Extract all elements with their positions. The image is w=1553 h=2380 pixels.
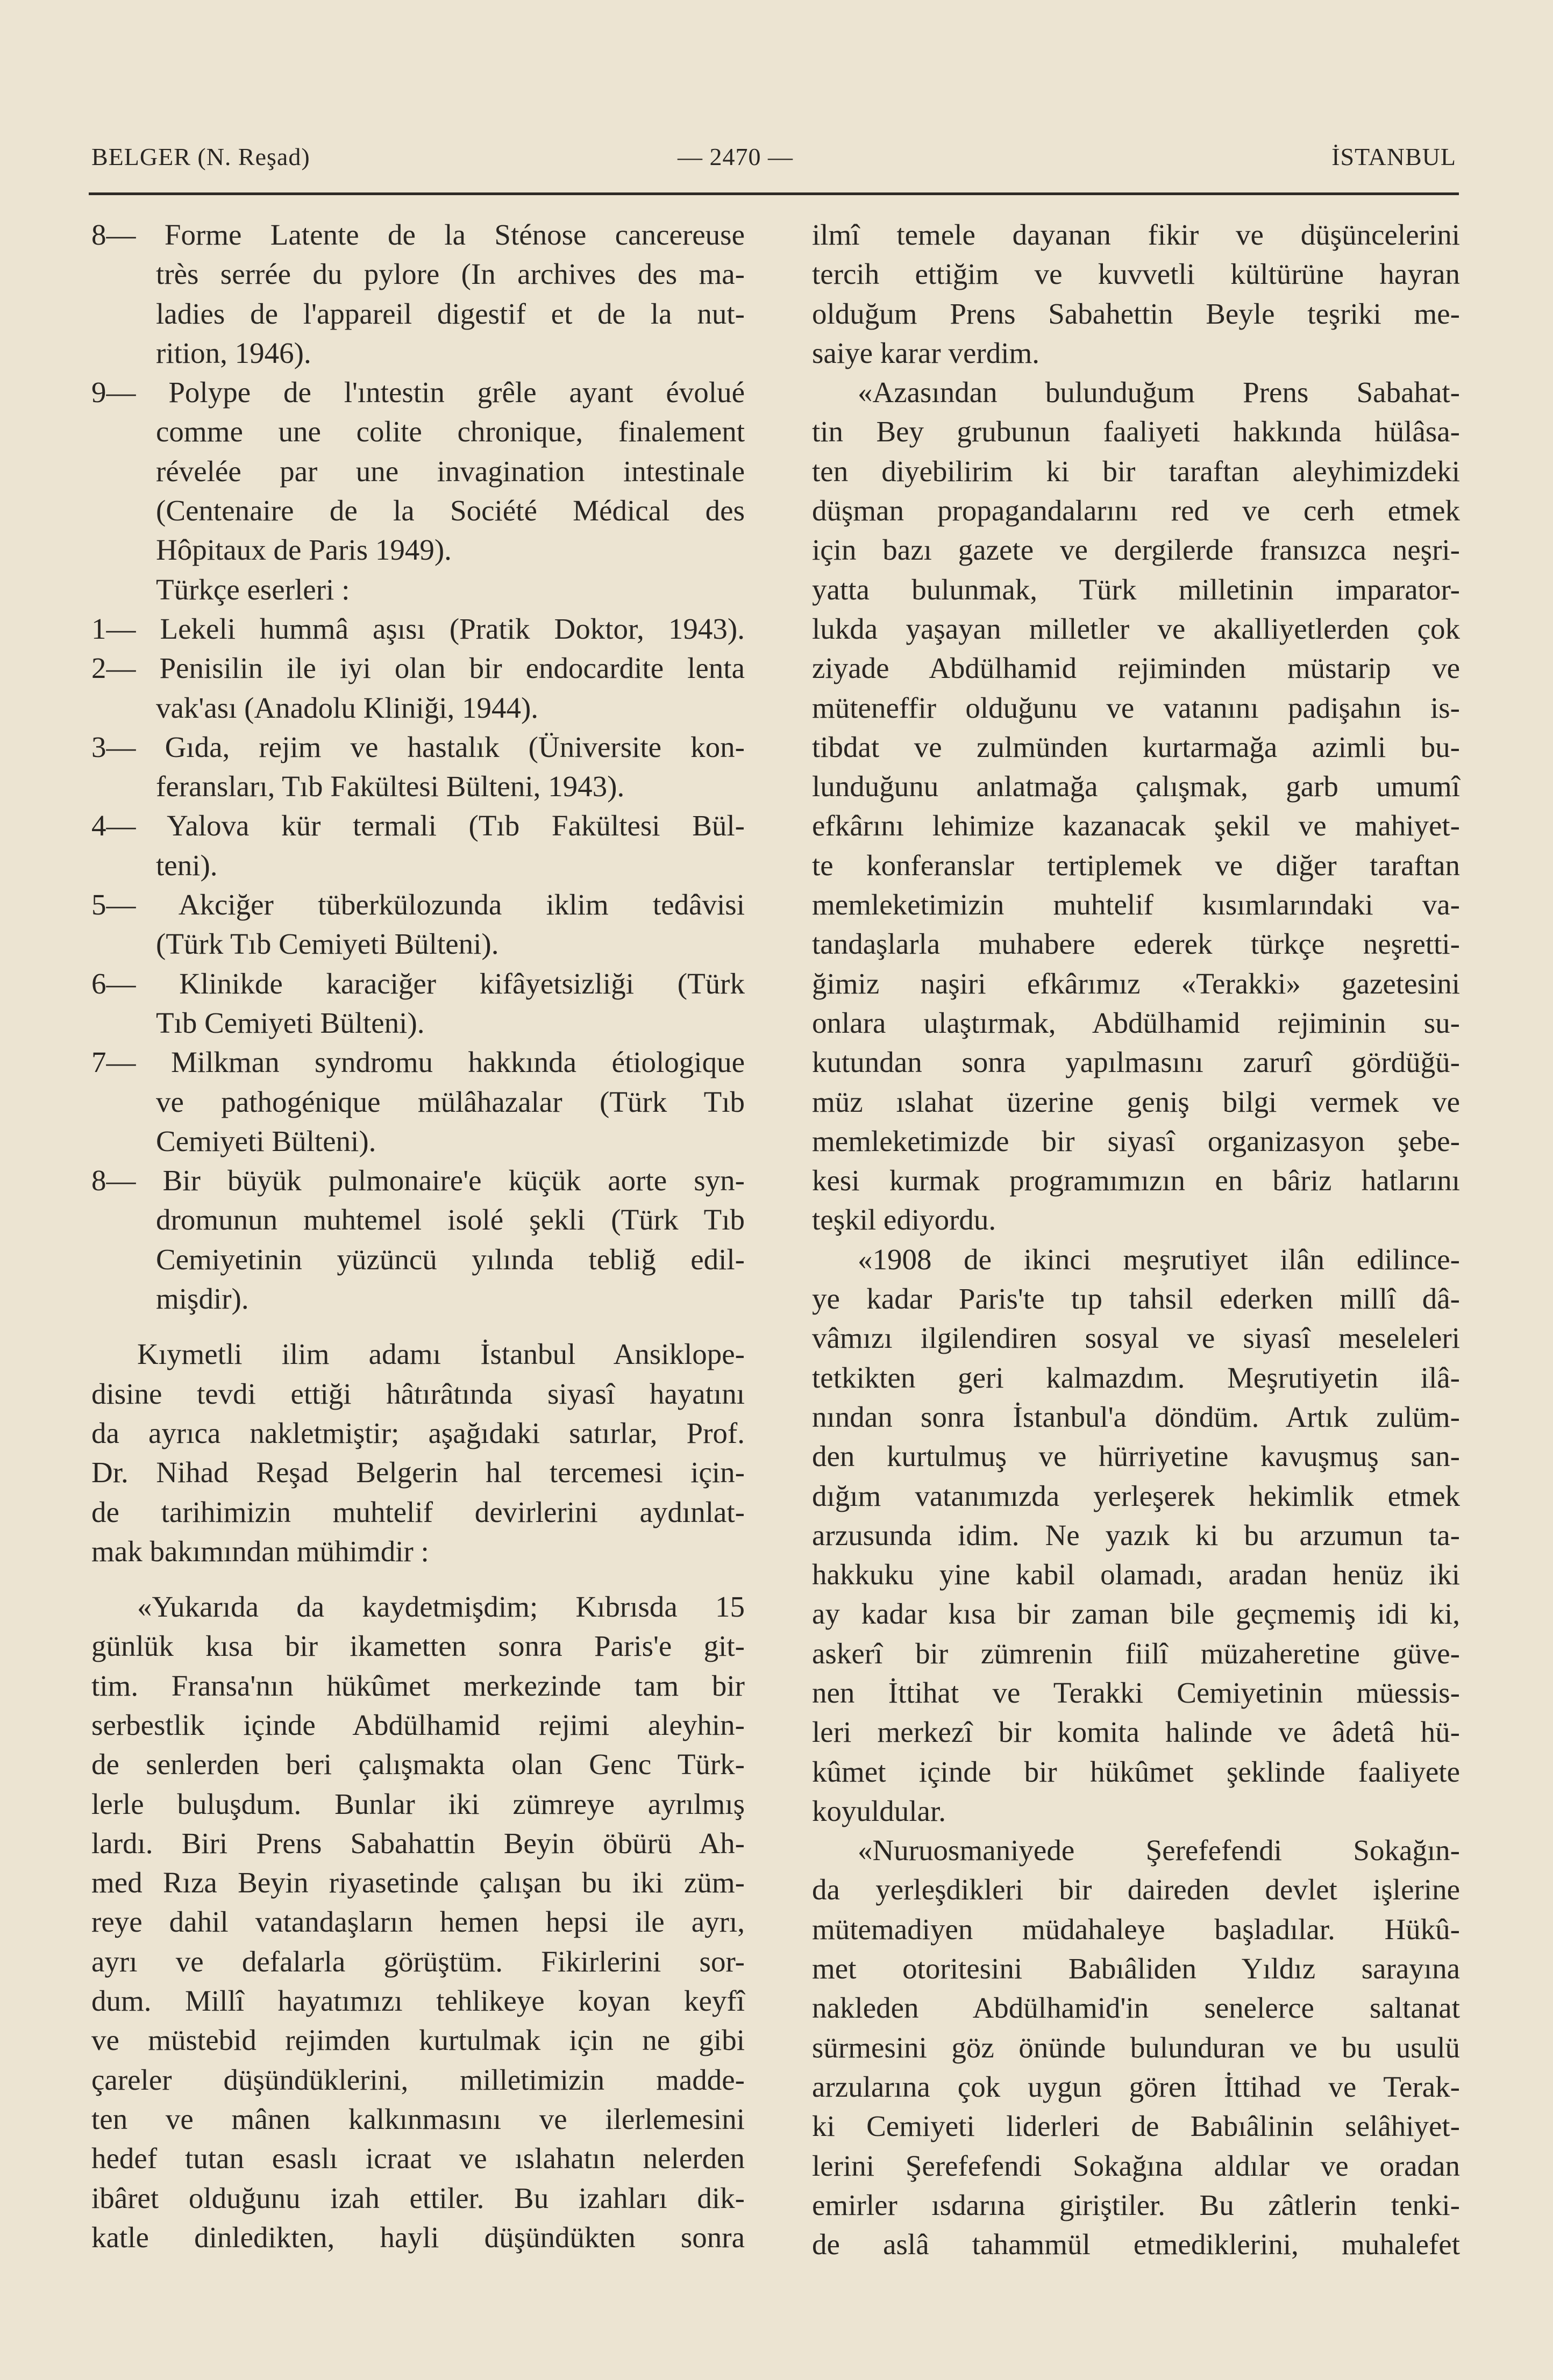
text-line: ye kadar Paris'te tıp tahsil ederken millî dâ- bbox=[812, 1282, 1460, 1316]
text-line: met otoritesini Babıâliden Yıldız sarayına bbox=[812, 1952, 1460, 1985]
text-line: de senlerden beri çalışmakta olan Genc Türk- bbox=[91, 1748, 745, 1781]
text-line: tin Bey grubunun faaliyeti hakkında hülâsa- bbox=[812, 415, 1460, 448]
text-line: Cemiyeti Bülteni). bbox=[156, 1124, 376, 1157]
text-line: ki Cemiyeti liderleri de Babıâlinin selâhiyet- bbox=[812, 2110, 1460, 2143]
text-line: lerini Şerefefendi Sokağına aldılar ve oradan bbox=[812, 2149, 1460, 2182]
text-line: ziyade Abdülhamid rejiminden müstarip ve bbox=[812, 652, 1460, 685]
text-line: ğimiz naşiri efkârımız «Terakki» gazetesini bbox=[812, 967, 1460, 1000]
text-line: kûmet içinde bir hükûmet şeklinde faaliyete bbox=[812, 1755, 1460, 1788]
text-line: çareler düşündüklerini, milletimizin madde- bbox=[91, 2063, 745, 2096]
text-line: «Azasından bulunduğum Prens Sabahat- bbox=[858, 376, 1460, 409]
text-line: dromunun muhtemel isolé şekli (Türk Tıb bbox=[156, 1203, 745, 1237]
text-line: günlük kısa bir ikametten sonra Paris'e git- bbox=[91, 1629, 745, 1663]
text-line: lukda yaşayan milletler ve akalliyetlerden çok bbox=[812, 612, 1460, 645]
text-line: için bazı gazete ve dergilerde fransızca neşri- bbox=[812, 533, 1460, 567]
text-line: nen İttihat ve Terakki Cemiyetinin müessis- bbox=[812, 1676, 1460, 1709]
text-line: de tarihimizin muhtelif devirlerini aydınlat- bbox=[91, 1495, 745, 1528]
text-line: müteneffir olduğunu ve vatanını padişahın is- bbox=[812, 691, 1460, 724]
header-rule bbox=[89, 192, 1459, 195]
text-line: arzularına çok uygun gören İttihad ve Terak- bbox=[812, 2070, 1460, 2103]
text-line: Kıymetli ilim adamı İstanbul Ansiklope- bbox=[137, 1338, 745, 1371]
text-line: den kurtulmuş ve hürriyetine kavuşmuş san- bbox=[812, 1440, 1460, 1473]
page-number: — 2470 — bbox=[678, 143, 793, 170]
text-line: dığım vatanımızda yerleşerek hekimlik etmek bbox=[812, 1479, 1460, 1512]
text-line: Dr. Nihad Reşad Belgerin hal tercemesi için- bbox=[91, 1456, 745, 1489]
text-line: tercih ettiğim ve kuvvetli kültürüne hayran bbox=[812, 258, 1460, 291]
text-line: koyuldular. bbox=[812, 1794, 946, 1827]
text-line: Türkçe eserleri : bbox=[156, 573, 350, 606]
text-line: ladies de l'appareil digestif et de la nut- bbox=[156, 297, 745, 330]
text-line: comme une colite chronique, finalement bbox=[156, 415, 745, 448]
text-line: leri merkezî bir komita halinde ve âdetâ hü- bbox=[812, 1716, 1460, 1749]
text-line: serbestlik içinde Abdülhamid rejimi aleyhin- bbox=[91, 1708, 745, 1741]
text-line: ten ve mânen kalkınmasını ve ilerlemesini bbox=[91, 2102, 745, 2135]
text-line: onlara ulaştırmak, Abdülhamid rejiminin su- bbox=[812, 1006, 1460, 1039]
text-line: 4— Yalova kür termali (Tıb Fakültesi Bül- bbox=[91, 809, 745, 842]
text-line: très serrée du pylore (In archives des ma- bbox=[156, 258, 745, 291]
text-line: 5— Akciğer tüberkülozunda iklim tedâvisi bbox=[91, 888, 745, 921]
text-line: vak'ası (Anadolu Kliniği, 1944). bbox=[156, 691, 539, 724]
text-line: nından sonra İstanbul'a döndüm. Artık zulüm- bbox=[812, 1400, 1460, 1433]
text-line: Hôpitaux de Paris 1949). bbox=[156, 533, 452, 567]
text-line: ten diyebilirim ki bir taraftan aleyhimizdeki bbox=[812, 454, 1460, 488]
text-line: düşman propagandalarını red ve cerh etmek bbox=[812, 494, 1460, 527]
text-line: 8— Bir büyük pulmonaire'e küçük aorte syn- bbox=[91, 1164, 745, 1197]
text-line bbox=[91, 1318, 745, 1334]
text-line: 2— Penisilin ile iyi olan bir endocardite lenta bbox=[91, 652, 745, 685]
text-line: 1— Lekeli hummâ aşısı (Pratik Doktor, 1943). bbox=[91, 612, 745, 645]
text-line: ve müstebid rejimden kurtulmak için ne gibi bbox=[91, 2024, 745, 2057]
text-line: memleketimizde bir siyasî organizasyon şebe- bbox=[812, 1124, 1460, 1157]
text-line: lunduğunu anlatmağa çalışmak, garb umumî bbox=[812, 770, 1460, 803]
text-line: ay kadar kısa bir zaman bile geçmemiş idi ki, bbox=[812, 1597, 1460, 1631]
text-line: olduğum Prens Sabahettin Beyle teşriki me- bbox=[812, 297, 1460, 330]
text-line: emirler ısdarına giriştiler. Bu zâtlerin tenki- bbox=[812, 2188, 1460, 2221]
text-line: feransları, Tıb Fakültesi Bülteni, 1943). bbox=[156, 770, 625, 803]
text-line bbox=[91, 1571, 745, 1587]
text-line: yatta bulunmak, Türk milletinin imparator- bbox=[812, 573, 1460, 606]
text-line: Cemiyetinin yüzüncü yılında tebliğ edil- bbox=[156, 1242, 745, 1276]
text-line: efkârını lehimize kazanacak şekil ve mahiyet- bbox=[812, 809, 1460, 842]
text-line: (Centenaire de la Société Médical des bbox=[156, 494, 745, 527]
text-line: teşkil ediyordu. bbox=[812, 1203, 996, 1237]
left-column bbox=[91, 215, 745, 2257]
text-line: tim. Fransa'nın hükûmet merkezinde tam bir bbox=[91, 1669, 745, 1702]
text-line: ve pathogénique mülâhazalar (Türk Tıb bbox=[156, 1085, 745, 1118]
text-line: da ayrıca nakletmiştir; aşağıdaki satırlar, Prof. bbox=[91, 1416, 745, 1449]
text-line: askerî bir zümrenin fiilî müzaheretine güve- bbox=[812, 1636, 1460, 1670]
text-line: tandaşlarla muhabere ederek türkçe neşretti- bbox=[812, 927, 1460, 961]
text-line: rition, 1946). bbox=[156, 336, 311, 369]
text-line: da yerleşdikleri bir daireden devlet işlerine bbox=[812, 1873, 1460, 1906]
text-line: Tıb Cemiyeti Bülteni). bbox=[156, 1006, 425, 1039]
running-head-section: İSTANBUL bbox=[1331, 143, 1456, 170]
text-line: mak bakımından mühimdir : bbox=[91, 1534, 429, 1568]
text-line: lerle buluşdum. Bunlar iki zümreye ayrılmış bbox=[91, 1787, 745, 1820]
text-line: arzusunda idim. Ne yazık ki bu arzumun ta- bbox=[812, 1518, 1460, 1552]
text-line: tetkikten geri kalmazdım. Meşrutiyetin ilâ- bbox=[812, 1361, 1460, 1394]
text-line: dum. Millî hayatımızı tehlikeye koyan keyfî bbox=[91, 1984, 745, 2018]
running-head-author: BELGER (N. Reşad) bbox=[91, 143, 310, 170]
text-line: kutundan sonra yapılmasını zarurî gördüğü- bbox=[812, 1046, 1460, 1079]
text-line: nakleden Abdülhamid'in senelerce saltanat bbox=[812, 1991, 1460, 2025]
text-line: ayrı ve defalarla görüştüm. Fikirlerini sor- bbox=[91, 1945, 745, 1978]
text-line: kesi kurmak programımızın en bâriz hatlarını bbox=[812, 1164, 1460, 1197]
text-line: ilmî temele dayanan fikir ve düşüncelerini bbox=[812, 218, 1460, 251]
text-line: sürmesini göz önünde bulunduran ve bu usulü bbox=[812, 2031, 1460, 2064]
text-line: «Nuruosmaniyede Şerefefendi Sokağın- bbox=[858, 1834, 1460, 1867]
text-line: 7— Milkman syndromu hakkında étiologique bbox=[91, 1046, 745, 1079]
text-line: disine tevdi ettiği hâtırâtında siyasî hayatını bbox=[91, 1377, 745, 1410]
text-line: hakkuku yine kabil olamadı, aradan henüz iki bbox=[812, 1558, 1460, 1591]
text-line: teni). bbox=[156, 848, 218, 882]
text-line: révelée par une invagination intestinale bbox=[156, 454, 745, 488]
text-line: reye dahil vatandaşların hemen hepsi ile ayrı, bbox=[91, 1905, 745, 1939]
text-line: ibâret olduğunu izah ettiler. Bu izahları dik- bbox=[91, 2181, 745, 2214]
text-line: müz ıslahat üzerine geniş bilgi vermek ve bbox=[812, 1085, 1460, 1118]
text-line: mişdir). bbox=[156, 1282, 249, 1316]
text-line: «1908 de ikinci meşrutiyet ilân edilince- bbox=[858, 1242, 1460, 1276]
text-line: katle dinledikten, hayli düşündükten sonra bbox=[91, 2220, 745, 2254]
text-line: 8— Forme Latente de la Sténose cancereuse bbox=[91, 218, 745, 251]
right-column bbox=[812, 215, 1460, 2264]
text-line: 6— Klinikde karaciğer kifâyetsizliği (Türk bbox=[91, 967, 745, 1000]
text-line: med Rıza Beyin riyasetinde çalışan bu iki züm- bbox=[91, 1866, 745, 1899]
text-line: mütemadiyen müdahaleye başladılar. Hükû- bbox=[812, 1912, 1460, 1946]
text-line: «Yukarıda da kaydetmişdim; Kıbrısda 15 bbox=[137, 1590, 745, 1624]
text-line: 3— Gıda, rejim ve hastalık (Üniversite kon- bbox=[91, 730, 745, 763]
text-line: te konferanslar tertiplemek ve diğer taraftan bbox=[812, 848, 1460, 882]
text-line: (Türk Tıb Cemiyeti Bülteni). bbox=[156, 927, 499, 961]
text-line: lardı. Biri Prens Sabahattin Beyin öbürü Ah- bbox=[91, 1826, 745, 1860]
text-line: hedef tutan esaslı icraat ve ıslahatın nelerden bbox=[91, 2142, 745, 2175]
text-line: 9— Polype de l'ıntestin grêle ayant évolué bbox=[91, 376, 745, 409]
text-line: saiye karar verdim. bbox=[812, 336, 1040, 369]
text-line: tibdat ve zulmünden kurtarmağa azimli bu- bbox=[812, 730, 1460, 763]
text-line: memleketimizin muhtelif kısımlarındaki va- bbox=[812, 888, 1460, 921]
text-line: vâmızı ilgilendiren sosyal ve siyasî meseleleri bbox=[812, 1321, 1460, 1355]
text-line: de aslâ tahammül etmediklerini, muhalefet bbox=[812, 2228, 1460, 2261]
